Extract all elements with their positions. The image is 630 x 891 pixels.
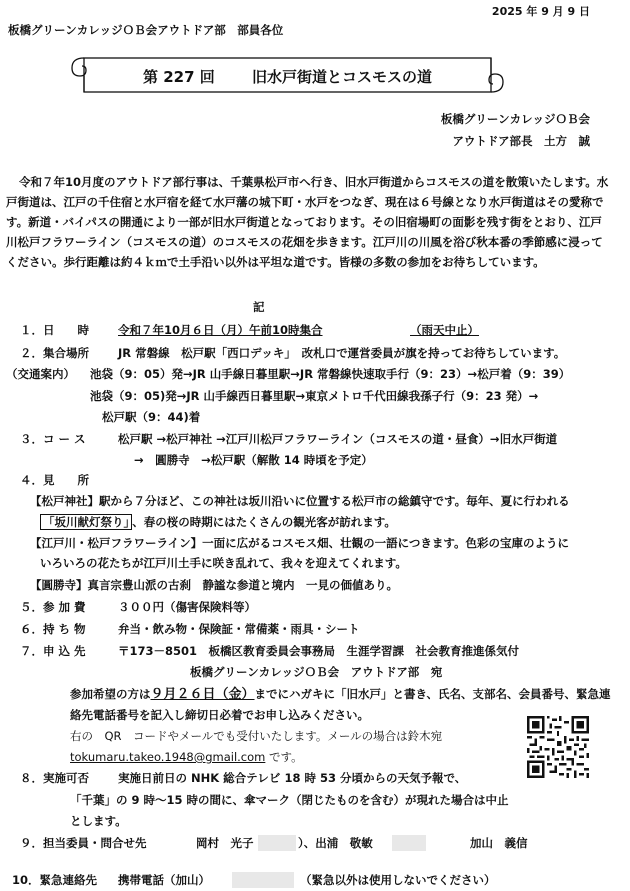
contact-person-3: 加山 義信 <box>470 836 528 850</box>
course-line: 松戸駅 →松戸神社 →江戸川松戸フラワーライン（コスモスの道・昼食）→旧水戸街道 <box>118 432 558 446</box>
course-line: → 圓勝寺 →松戸駅（解散 14 時頃を予定） <box>134 453 373 467</box>
go-line-2: 「千葉」の 9 時～15 時の間に、傘マーク（閉じたものを含む）が現れた場合は中止 <box>70 793 509 807</box>
ki-heading: 記 <box>253 300 265 314</box>
item-meeting-label: ２．集合場所 <box>20 346 89 360</box>
temple-text: 真言宗豊山派の古刹 静謐な参道と境内 一見の価値あり。 <box>87 578 398 592</box>
flowerline-text-2: いろいろの花たちが江戸川土手に咲き乱れて、我々を迎えてくれます。 <box>40 556 407 570</box>
deadline: ９月２６日（金） <box>150 687 255 702</box>
item-meeting-value: JR 常磐線 松戸駅「西口デッキ」 改札口で運営委員が旗を持ってお待ちしています。 <box>118 346 566 360</box>
apply-email-line <box>70 749 303 765</box>
flowerline-tag: 【江戸川・松戸フラワーライン】 <box>30 536 203 550</box>
emergency-value: 携帯電話（加山） <box>118 873 210 887</box>
item-fee-label: ５．参 加 費 <box>20 600 86 614</box>
redacted-phone <box>258 835 296 851</box>
go-line-1: 実施日前日の NHK 総合テレビ 18 時 53 分頃からの天気予報で、 <box>118 771 467 785</box>
shrine-text: 駅から７分ほど、この神社は坂川沿いに位置する松戸市の総鎮守です。毎年、夏に行われる <box>99 494 570 508</box>
item-date-note: （雨天中止） <box>410 323 479 337</box>
email-link[interactable]: tokumaru.takeo.1948@gmail.com <box>70 750 266 764</box>
qr-code[interactable] <box>527 716 589 778</box>
apply-line-1b: までにハガキに「旧水戸」と書き、氏名、支部名、会員番号、緊急連 <box>254 687 611 701</box>
transit-line: 池袋（9：05）発→JR 山手線日暮里駅→JR 常磐線快速取手行（9：23）→松戸着（9：39） <box>90 367 571 381</box>
sight-temple <box>30 577 398 593</box>
contact-person-2: ）、出浦 敬敏 <box>298 836 373 850</box>
event-title <box>70 66 505 87</box>
flowerline-text: 一面に広がるコスモス畑、壮観の一語につきます。色彩の宝庫のように <box>202 536 570 550</box>
transit-line: 松戸駅（9：44)着 <box>102 410 201 424</box>
event-name: 旧水戸街道とコスモスの道 <box>251 68 432 86</box>
apply-line-1a: 参加希望の方は <box>70 687 151 701</box>
go-line-3: とします。 <box>70 814 127 828</box>
transit-line: 池袋（9：05)発→JR 山手線西日暮里駅→東京メトロ千代田線我孫子行（9：23 発）→ <box>90 389 539 403</box>
sight-shrine-cont <box>40 514 396 530</box>
item-course-label: ３．コ ー ス <box>20 432 86 446</box>
item-emergency-label: 10．緊急連絡先 <box>12 873 98 887</box>
item-apply-label: ７．申 込 先 <box>20 644 86 658</box>
shrine-text-2: 、春の桜の時期にはたくさんの観光客が訪れます。 <box>132 515 396 529</box>
emergency-note: （緊急以外は使用しないでください） <box>300 873 496 887</box>
sender-name: アウトドア部長 土方 誠 <box>452 134 590 148</box>
apply-address: 〒173－8501 板橋区教育委員会事務局 生涯学習課 社会教育推進係気付 <box>118 644 520 658</box>
redacted-phone <box>392 835 426 851</box>
redacted-phone <box>232 872 294 888</box>
sight-flowerline <box>30 535 569 551</box>
apply-line-2: 絡先電話番号を記入し締切日必着でお申し込みください。 <box>70 708 369 722</box>
sight-shrine <box>30 493 570 509</box>
apply-line-3: 右の QR コードやメールでも受付いたします。メールの場合は鈴木宛 <box>70 729 443 743</box>
shrine-festival-box: 「坂川献灯祭り」 <box>40 514 132 530</box>
item-date-value: 令和７年10月６日（月）午前10時集合 <box>118 323 323 337</box>
item-fee-value: ３００円（傷害保険料等） <box>118 600 256 614</box>
item-date-label: １．日 時 <box>20 323 89 337</box>
shrine-tag: 【松戸神社】 <box>30 494 99 508</box>
event-number: 第 227 回 <box>142 68 215 86</box>
contact-person-1: 岡村 光子 <box>196 836 254 850</box>
addressee: 板橋グリーンカレッジＯＢ会アウトドア部 部員各位 <box>8 23 284 37</box>
item-go-label: ８．実施可否 <box>20 771 89 785</box>
intro-paragraph: 令和７年10月度のアウトドア部行事は、千葉県松戸市へ行き、旧水戸街道からコスモスの道を散策いたします。水戸街道は、江戸の千住宿と水戸宿を経て水戸藩の城下町・水戸をつなぎ、現在は６号線となり水戸街道はその愛称です。新道・バイパスの開通により一部が旧水戸街道となっております。その旧宿場町の面影を残す街をとおり、江戸川松戸フラワーライン（コスモスの道）のコスモスの花畑を歩きます。江戸川の川風を浴び秋本番の季節感に浸ってください。歩行距離は約４ｋｍで土手沿い以外は平坦な道です。皆様の多数の参加をお待ちしています。 <box>6 175 609 269</box>
apply-line-1 <box>70 686 611 703</box>
item-sights-label: ４．見 所 <box>20 473 89 487</box>
organization-name: 板橋グリーンカレッジＯＢ会 <box>440 112 590 126</box>
temple-tag: 【圓勝寺】 <box>30 578 88 592</box>
item-contact-label: ９．担当委員・問合せ先 <box>20 836 147 850</box>
title-scroll-banner <box>70 52 505 98</box>
sender-block <box>441 108 590 152</box>
item-bring-label: ６．持 ち 物 <box>20 622 86 636</box>
item-bring-value: 弁当・飲み物・保険証・常備薬・雨具・シート <box>118 622 360 636</box>
email-suffix: です。 <box>265 750 303 764</box>
transit-label: （交通案内） <box>6 367 75 381</box>
apply-to: 板橋グリーンカレッジＯＢ会 アウトドア部 宛 <box>190 665 443 679</box>
document-date: 2025 年 9 月 9 日 <box>491 5 590 18</box>
